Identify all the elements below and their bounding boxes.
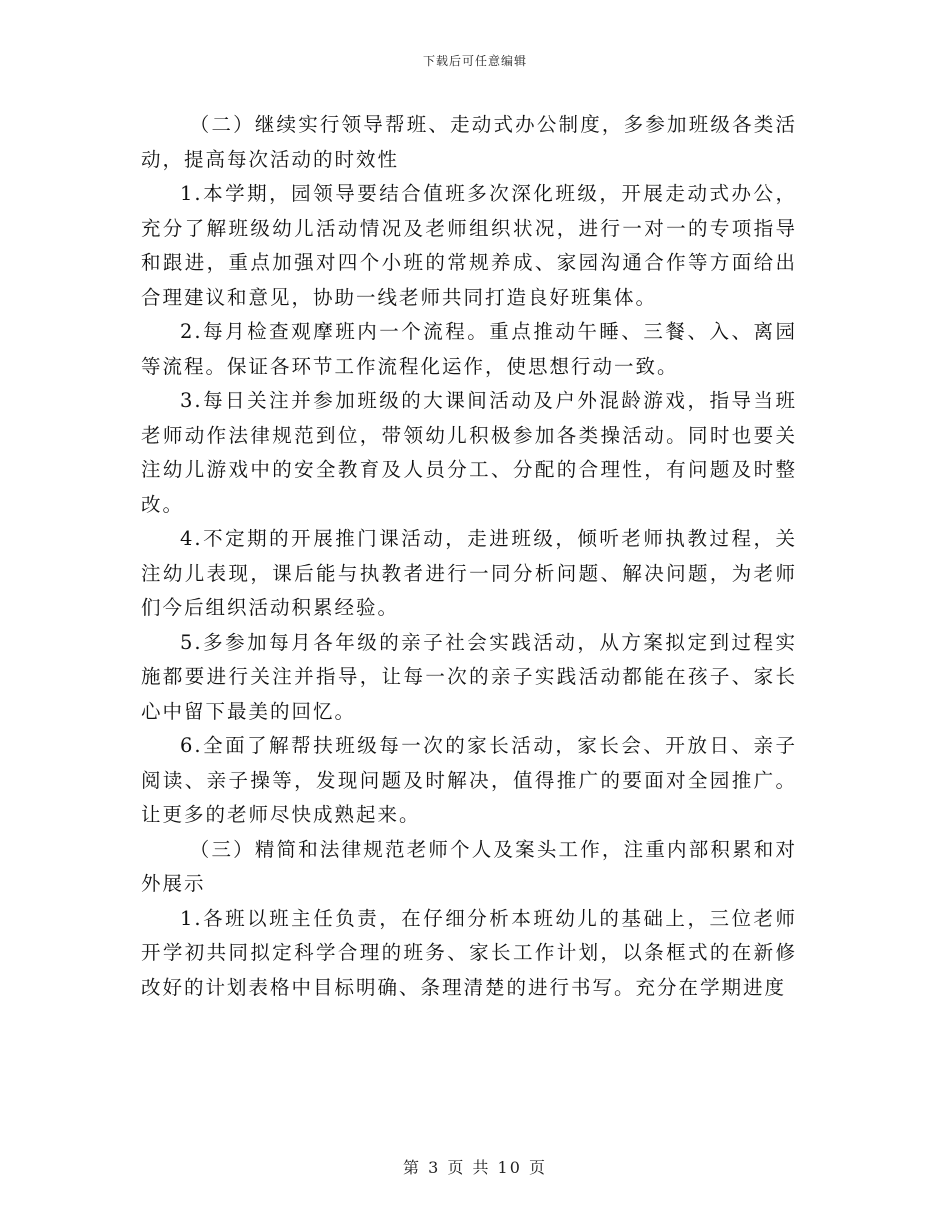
section-heading: （二）继续实行领导帮班、走动式办公制度，多参加班级各类活动，提高每次活动的时效性 <box>141 113 797 171</box>
body-paragraph: 1.本学期，园领导要结合值班多次深化班级，开展走动式办公，充分了解班级幼儿活动情况及老师组织状况，进行一对一的专项指导和跟进，重点加强对四个小班的常规养成、家园沟通合作等方面给出合理建议和意见，协助一线老师共同打造良好班集体。 <box>141 182 797 309</box>
page-footer: 第 3 页 共 10 页 <box>403 1158 547 1177</box>
body-paragraph: 5.多参加每月各年级的亲子社会实践活动，从方案拟定到过程实施都要进行关注并指导，让每一次的亲子实践活动都能在孩子、家长心中留下最美的回忆。 <box>141 630 797 723</box>
section-heading: （三）精简和法律规范老师个人及案头工作，注重内部积累和对外展示 <box>141 837 797 895</box>
body-paragraph: 3.每日关注并参加班级的大课间活动及户外混龄游戏，指导当班老师动作法律规范到位，带领幼儿积极参加各类操活动。同时也要关注幼儿游戏中的安全教育及人员分工、分配的合理性，有问题及时整改。 <box>141 389 797 516</box>
body-paragraph: 4.不定期的开展推门课活动，走进班级，倾听老师执教过程，关注幼儿表现，课后能与执教者进行一同分析问题、解决问题，为老师们今后组织活动积累经验。 <box>141 527 797 619</box>
body-paragraph: 2.每月检查观摩班内一个流程。重点推动午睡、三餐、入、离园等流程。保证各环节工作流程化运作，使思想行动一致。 <box>141 320 797 378</box>
body-paragraph: 6.全面了解帮扶班级每一次的家长活动，家长会、开放日、亲子阅读、亲子操等，发现问题及时解决，值得推广的要面对全园推广。让更多的老师尽快成熟起来。 <box>141 734 797 826</box>
page-header: 下载后可任意编辑 <box>422 54 527 68</box>
body-paragraph: 1.各班以班主任负责，在仔细分析本班幼儿的基础上，三位老师开学初共同拟定科学合理的班务、家长工作计划，以条框式的在新修改好的计划表格中目标明确、条理清楚的进行书写。充分在学期进度 <box>141 906 797 999</box>
document-body <box>141 108 797 1005</box>
